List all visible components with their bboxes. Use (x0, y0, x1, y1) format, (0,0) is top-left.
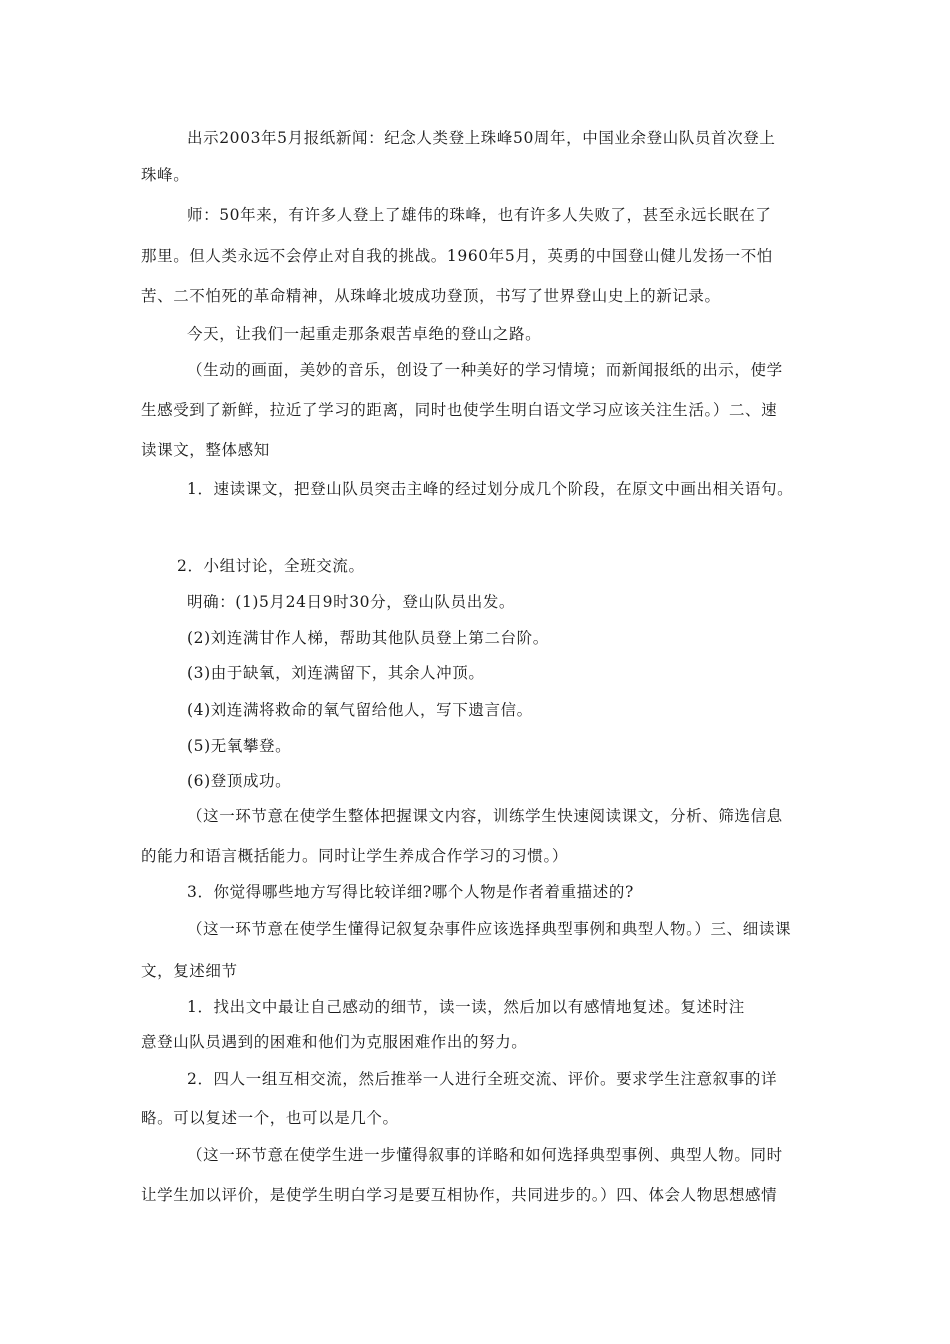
text-line: 文，复述细节 (141, 962, 238, 980)
text-line: 生感受到了新鲜，拉近了学习的距离，同时也使学生明白语文学习应该关注生活。）二、速 (141, 401, 778, 419)
text-line: (2)刘连满甘作人梯，帮助其他队员登上第二台阶。 (187, 629, 549, 647)
text-line: 出示2003年5月报纸新闻：纪念人类登上珠峰50周年，中国业余登山队员首次登上 (187, 129, 776, 147)
text-line: 师：50年来，有许多人登上了雄伟的珠峰，也有许多人失败了，甚至永远长眠在了 (187, 206, 772, 224)
text-line: 苦、二不怕死的革命精神，从珠峰北坡成功登顶，书写了世界登山史上的新记录。 (141, 287, 721, 305)
text-line: 2．四人一组互相交流，然后推举一人进行全班交流、评价。要求学生注意叙事的详 (187, 1070, 778, 1088)
text-line: 略。可以复述一个，也可以是几个。 (141, 1109, 399, 1127)
text-line: 3．你觉得哪些地方写得比较详细?哪个人物是作者着重描述的? (187, 883, 634, 901)
text-line: （生动的画面，美妙的音乐，创设了一种美好的学习情境；而新闻报纸的出示，使学 (187, 361, 783, 379)
text-line: 的能力和语言概括能力。同时让学生养成合作学习的习惯。） (141, 847, 568, 865)
text-line: 2．小组讨论，全班交流。 (177, 557, 365, 575)
text-line: （这一环节意在使学生懂得记叙复杂事件应该选择典型事例和典型人物。）三、细读课 (187, 920, 792, 938)
text-line: 1．找出文中最让自己感动的细节，读一读，然后加以有感情地复述。复述时注 (187, 998, 745, 1016)
text-line: (6)登顶成功。 (187, 772, 292, 790)
text-line: （这一环节意在使学生进一步懂得叙事的详略和如何选择典型事例、典型人物。同时 (187, 1146, 783, 1164)
text-line: 意登山队员遇到的困难和他们为克服困难作出的努力。 (141, 1033, 528, 1051)
text-line: 读课文，整体感知 (141, 441, 270, 459)
text-line: 让学生加以评价，是使学生明白学习是要互相协作，共同进步的。）四、体会人物思想感情 (141, 1186, 778, 1204)
text-line: (4)刘连满将救命的氧气留给他人，写下遗言信。 (187, 701, 533, 719)
text-line: 今天，让我们一起重走那条艰苦卓绝的登山之路。 (187, 325, 542, 343)
text-line: （这一环节意在使学生整体把握课文内容，训练学生快速阅读课文，分析、筛选信息 (187, 807, 783, 825)
text-line: 明确：(1)5月24日9时30分，登山队员出发。 (187, 593, 516, 611)
text-line: (3)由于缺氧，刘连满留下，其余人冲顶。 (187, 664, 485, 682)
text-line: 1．速读课文，把登山队员突击主峰的经过划分成几个阶段，在原文中画出相关语句。 (187, 480, 794, 498)
text-line: 那里。但人类永远不会停止对自我的挑战。1960年5月，英勇的中国登山健儿发扬一不怕 (141, 247, 773, 265)
text-line: (5)无氧攀登。 (187, 737, 292, 755)
text-line: 珠峰。 (141, 166, 190, 184)
